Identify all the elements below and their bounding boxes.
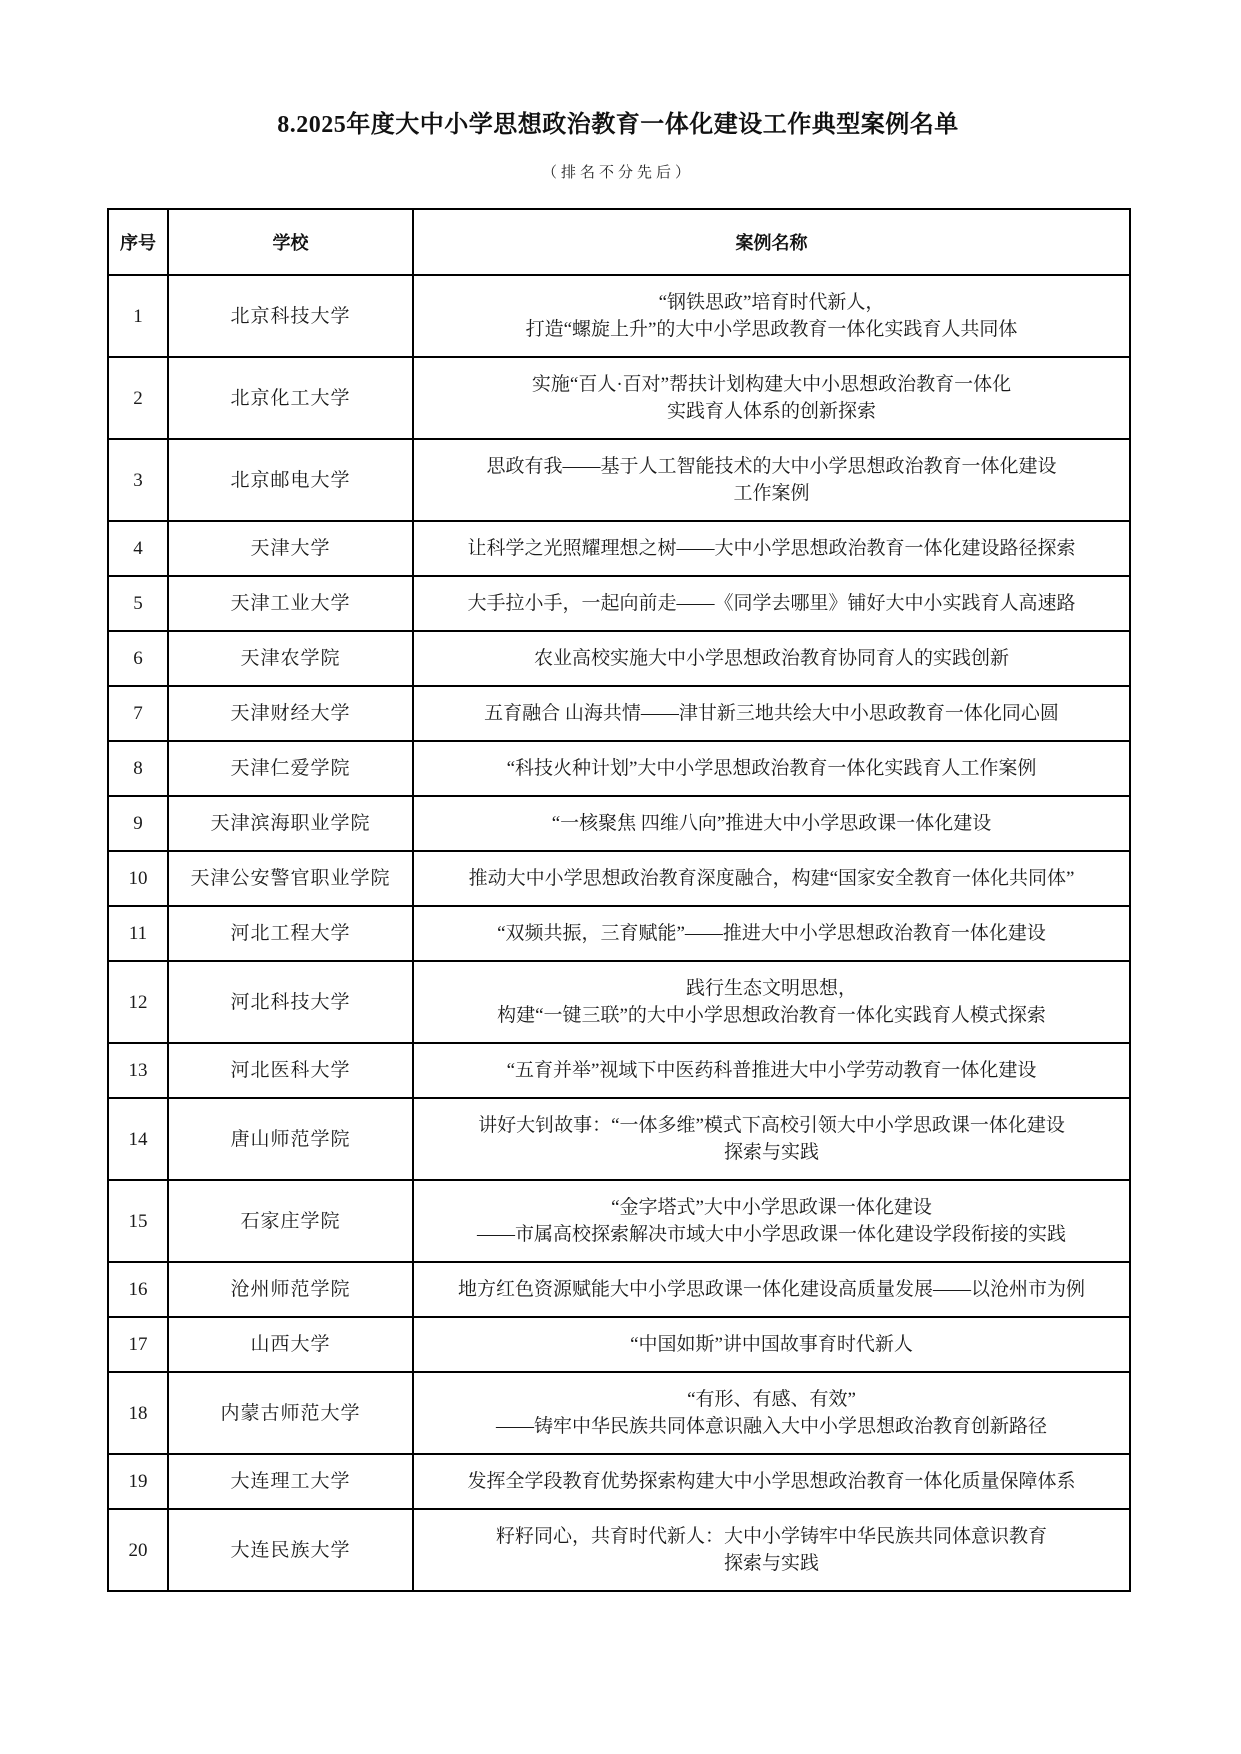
school-name-cell: 天津农学院 [168, 631, 413, 686]
table-row [108, 1509, 1130, 1591]
case-name-cell [413, 1180, 1130, 1262]
row-number-cell: 2 [108, 357, 168, 439]
table-row [108, 1454, 1130, 1509]
case-name-line: 地方红色资源赋能大中小学思政课一体化建设高质量发展——以沧州市为例 [457, 1279, 1085, 1300]
table-row [108, 1372, 1130, 1454]
case-name-cell [413, 1098, 1130, 1180]
school-name-cell: 大连民族大学 [168, 1509, 413, 1591]
table-row [108, 576, 1130, 631]
school-name-cell: 北京邮电大学 [168, 439, 413, 521]
case-name-cell [413, 1509, 1130, 1591]
school-name-cell: 唐山师范学院 [168, 1098, 413, 1180]
table-row [108, 1180, 1130, 1262]
row-number-cell: 18 [108, 1372, 168, 1454]
school-name-cell: 河北工程大学 [168, 906, 413, 961]
table-row [108, 275, 1130, 357]
case-name-line: 让科学之光照耀理想之树——大中小学思想政治教育一体化建设路径探索 [467, 538, 1076, 559]
table-row [108, 1098, 1130, 1180]
case-name-cell [413, 521, 1130, 576]
case-name-line: 推动大中小学思想政治教育深度融合，构建“国家安全教育一体化共同体” [468, 868, 1075, 889]
case-name-line: 打造“螺旋上升”的大中小学思政教育一体化实践育人共同体 [525, 319, 1018, 340]
row-number-cell: 13 [108, 1043, 168, 1098]
case-name-cell [413, 1372, 1130, 1454]
case-name-cell [413, 576, 1130, 631]
case-name-line: ——市属高校探索解决市域大中小学思政课一体化建设学段衔接的实践 [476, 1224, 1066, 1245]
school-name-cell: 天津财经大学 [168, 686, 413, 741]
row-number-cell: 8 [108, 741, 168, 796]
table-row [108, 1043, 1130, 1098]
case-name-line: “金字塔式”大中小学思政课一体化建设 [611, 1197, 932, 1218]
case-name-line: 探索与实践 [723, 1553, 819, 1574]
case-name-cell [413, 1262, 1130, 1317]
table-header-row [108, 209, 1130, 275]
row-number-cell: 14 [108, 1098, 168, 1180]
table-body [108, 275, 1130, 1591]
case-name-cell [413, 686, 1130, 741]
table-row [108, 631, 1130, 686]
case-name-line: 大手拉小手，一起向前走——《同学去哪里》铺好大中小实践育人高速路 [467, 593, 1076, 614]
case-name-line: 发挥全学段教育优势探索构建大中小学思想政治教育一体化质量保障体系 [467, 1471, 1076, 1492]
school-name-cell: 河北科技大学 [168, 961, 413, 1043]
row-number-cell: 12 [108, 961, 168, 1043]
school-name-cell: 天津滨海职业学院 [168, 796, 413, 851]
school-name-cell: 天津工业大学 [168, 576, 413, 631]
case-name-line: 实践育人体系的创新探索 [666, 401, 876, 422]
case-name-line: 讲好大钊故事：“一体多维”模式下高校引领大中小学思政课一体化建设 [478, 1115, 1065, 1136]
case-name-line: “中国如斯”讲中国故事育时代新人 [630, 1334, 913, 1355]
school-name-cell: 北京化工大学 [168, 357, 413, 439]
school-name-cell: 石家庄学院 [168, 1180, 413, 1262]
row-number-cell: 11 [108, 906, 168, 961]
school-name-cell: 天津仁爱学院 [168, 741, 413, 796]
case-name-line: 思政有我——基于人工智能技术的大中小学思想政治教育一体化建设 [486, 456, 1057, 477]
case-name-cell [413, 961, 1130, 1043]
row-number-cell: 3 [108, 439, 168, 521]
case-name-line: 构建“一键三联”的大中小学思想政治教育一体化实践育人模式探索 [497, 1005, 1046, 1026]
case-name-cell [413, 796, 1130, 851]
school-name-cell: 天津大学 [168, 521, 413, 576]
document-content [107, 104, 1129, 1592]
table-row [108, 1262, 1130, 1317]
case-name-line: “科技火种计划”大中小学思想政治教育一体化实践育人工作案例 [506, 758, 1037, 779]
case-name-cell [413, 357, 1130, 439]
row-number-cell: 17 [108, 1317, 168, 1372]
table-row [108, 906, 1130, 961]
table-row [108, 961, 1130, 1043]
row-number-cell: 9 [108, 796, 168, 851]
school-name-cell: 大连理工大学 [168, 1454, 413, 1509]
row-number-cell: 1 [108, 275, 168, 357]
row-number-cell: 16 [108, 1262, 168, 1317]
school-name-cell: 天津公安警官职业学院 [168, 851, 413, 906]
table-row [108, 796, 1130, 851]
case-name-cell [413, 439, 1130, 521]
school-name-cell: 内蒙古师范大学 [168, 1372, 413, 1454]
case-name-line: ——铸牢中华民族共同体意识融入大中小学思想政治教育创新路径 [495, 1416, 1047, 1437]
table-row [108, 521, 1130, 576]
case-name-cell [413, 1317, 1130, 1372]
row-number-cell: 10 [108, 851, 168, 906]
case-name-line: 五育融合 山海共情——津甘新三地共绘大中小思政教育一体化同心圆 [484, 703, 1059, 724]
case-name-line: “有形、有感、有效” [687, 1389, 856, 1410]
header-cell-case: 案例名称 [413, 209, 1130, 275]
case-name-line: 农业高校实施大中小学思想政治教育协同育人的实践创新 [533, 648, 1009, 669]
table-row [108, 1317, 1130, 1372]
case-name-line: 工作案例 [733, 483, 810, 504]
row-number-cell: 6 [108, 631, 168, 686]
table-row [108, 741, 1130, 796]
row-number-cell: 19 [108, 1454, 168, 1509]
table-row [108, 851, 1130, 906]
school-name-cell: 沧州师范学院 [168, 1262, 413, 1317]
case-name-line: 籽籽同心，共育时代新人：大中小学铸牢中华民族共同体意识教育 [495, 1526, 1047, 1547]
case-name-cell [413, 275, 1130, 357]
header-cell-school: 学校 [168, 209, 413, 275]
case-name-line: “钢铁思政”培育时代新人， [658, 292, 885, 313]
case-name-cell [413, 851, 1130, 906]
case-name-line: “双频共振，三育赋能”——推进大中小学思想政治教育一体化建设 [497, 923, 1046, 944]
row-number-cell: 15 [108, 1180, 168, 1262]
table-row [108, 439, 1130, 521]
case-name-line: 实施“百人·百对”帮扶计划构建大中小思想政治教育一体化 [531, 374, 1012, 395]
school-name-cell: 河北医科大学 [168, 1043, 413, 1098]
header-cell-no: 序号 [108, 209, 168, 275]
row-number-cell: 4 [108, 521, 168, 576]
case-name-line: “五育并举”视域下中医药科普推进大中小学劳动教育一体化建设 [506, 1060, 1037, 1081]
case-name-line: 践行生态文明思想， [685, 978, 857, 999]
page-subtitle: （排名不分先后） [541, 165, 694, 181]
row-number-cell: 5 [108, 576, 168, 631]
case-name-line: 探索与实践 [723, 1142, 819, 1163]
case-name-cell [413, 906, 1130, 961]
case-table [107, 208, 1131, 1592]
case-name-cell [413, 741, 1130, 796]
row-number-cell: 7 [108, 686, 168, 741]
case-name-cell [413, 1043, 1130, 1098]
page-title: 8.2025年度大中小学思想政治教育一体化建设工作典型案例名单 [277, 112, 959, 138]
table-row [108, 686, 1130, 741]
case-name-cell [413, 1454, 1130, 1509]
school-name-cell: 山西大学 [168, 1317, 413, 1372]
case-name-cell [413, 631, 1130, 686]
case-name-line: “一核聚焦 四维八向”推进大中小学思政课一体化建设 [551, 813, 992, 834]
school-name-cell: 北京科技大学 [168, 275, 413, 357]
table-row [108, 357, 1130, 439]
row-number-cell: 20 [108, 1509, 168, 1591]
